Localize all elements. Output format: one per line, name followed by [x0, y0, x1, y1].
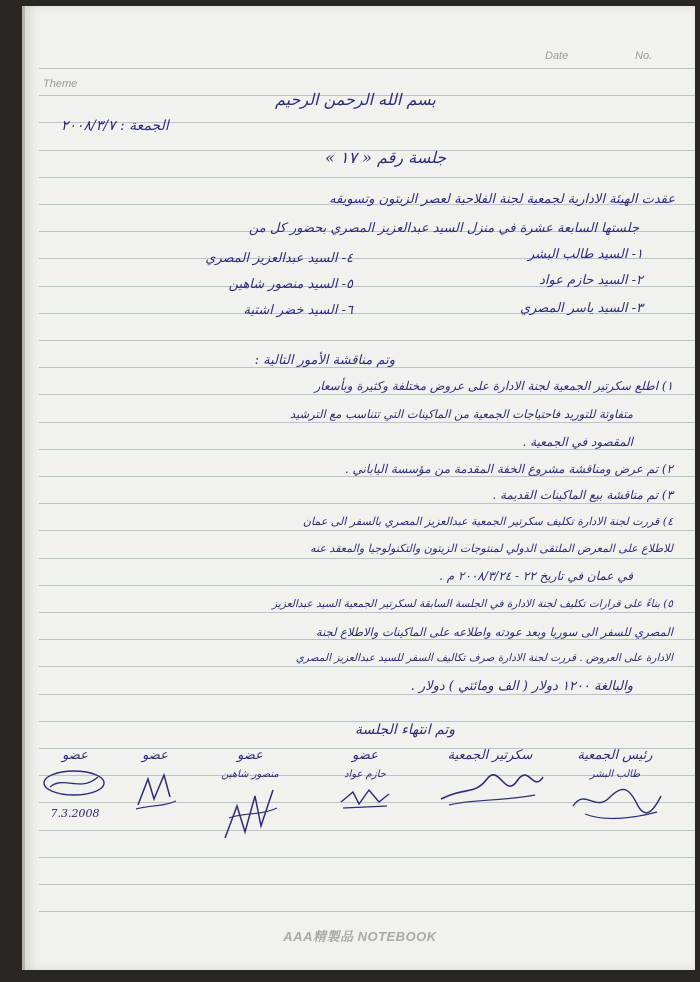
attendee: ٥- السيد منصور شاهين — [228, 277, 353, 292]
ruled-line — [39, 857, 695, 858]
signature-mark — [215, 782, 285, 842]
ruled-line — [39, 694, 695, 695]
attendee: ١- السيد طالب البشر — [528, 247, 643, 262]
ruled-line — [39, 639, 695, 640]
signatory-title: عضو — [237, 748, 263, 763]
ruled-line — [39, 530, 695, 531]
ruled-line — [39, 476, 695, 477]
signature-mark — [435, 769, 545, 809]
signatory-title: عضو — [62, 748, 88, 763]
agenda-line: الادارة على العروض . قررت لجنة الادارة صرف تكاليف السفر للسيد عبدالعزيز المصري — [295, 652, 673, 664]
ruled-line — [39, 612, 695, 613]
intro-line: عقدت الهيئة الادارية لجمعية لجنة الفلاحية لعصر الزيتون وتسويقه — [329, 192, 675, 207]
ruled-line — [39, 177, 695, 178]
attendee: ٦- السيد خضر اشتية — [243, 303, 353, 318]
ruled-line — [39, 884, 695, 885]
ruled-line — [39, 68, 695, 69]
agenda-line: في عمان في تاريخ ٢٢ - ٢٠٠٨/٣/٢٤ م . — [439, 569, 633, 583]
signature-mark — [40, 765, 110, 801]
basmala: بسم الله الرحمن الرحيم — [275, 90, 436, 109]
ruled-line — [39, 340, 695, 341]
signature-block — [125, 748, 185, 813]
ruled-line — [39, 449, 695, 450]
agenda-line: ٢) تم عرض ومناقشة مشروع الخفة المقدمة من مؤسسة الياباني . — [344, 462, 673, 476]
agenda-line: ١) اطلع سكرتير الجمعية لجنة الادارة على عروض مختلفة وكثيرة وبأسعار — [314, 379, 673, 393]
ruled-line — [39, 666, 695, 667]
agenda-line: ٣) تم مناقشة بيع الماكينات القديمة . — [492, 488, 673, 502]
attendee: ٣- السيد ياسر المصري — [519, 301, 643, 316]
signature-block — [430, 748, 550, 809]
ruled-line — [39, 422, 695, 423]
agenda-line: المقصود في الجمعية . — [522, 435, 633, 449]
agenda-line: والبالغة ١٢٠٠ دولار ( الف ومائتي ) دولار . — [410, 679, 633, 694]
ruled-line — [39, 558, 695, 559]
theme-label: Theme — [43, 78, 78, 90]
agenda-line: المصري للسفر الى سوريا وبعد عودته واطلاعه على الماكينات والاطلاع لجنة — [315, 625, 673, 639]
session-title: جلسة رقم « ١٧ » — [325, 148, 447, 167]
number-label: No. — [635, 50, 653, 62]
signatory-title: سكرتير الجمعية — [447, 748, 533, 763]
intro-line: جلستها السابعة عشرة في منزل السيد عبدالعزيز المصري بحضور كل من — [248, 221, 639, 236]
signatory-name: منصور شاهين — [221, 769, 279, 780]
signatory-title: رئيس الجمعية — [577, 748, 653, 763]
attendee: ٢- السيد حازم عواد — [539, 273, 643, 288]
notebook-page — [22, 6, 695, 970]
ruled-line — [39, 830, 695, 831]
signature-block — [205, 748, 295, 842]
ruled-line — [39, 911, 695, 912]
signatory-name: حازم عواد — [344, 769, 386, 780]
date-line: الجمعة : ٢٠٠٨/٣/٧ — [61, 118, 169, 134]
signature-mark — [565, 782, 665, 822]
date-label: Date — [545, 50, 569, 62]
signature-mark — [335, 782, 395, 812]
agenda-line: للاطلاع على المعرض الملتقى الدولي لمنتوجات الزيتون والتكنولوجيا والمعقد عنه — [310, 542, 673, 555]
closing-line: وتم انتهاء الجلسة — [355, 722, 456, 738]
agenda-heading: وتم مناقشة الأمور التالية : — [254, 353, 395, 368]
ruled-line — [39, 503, 695, 504]
agenda-line: ٤) قررت لجنة الادارة تكليف سكرتير الجمعية عبدالعزيز المصري بالسفر الى عمان — [302, 515, 673, 528]
agenda-line: متفاوتة للتوريد فاحتياجات الجمعية من الماكينات التي تتناسب مع الترشيد — [289, 407, 633, 421]
signatory-name: طالب البشر — [589, 769, 641, 780]
ruled-line — [39, 585, 695, 586]
signature-date: 7.3.2008 — [50, 807, 100, 820]
signature-block — [320, 748, 410, 812]
signature-block — [35, 748, 115, 820]
signature-mark — [130, 769, 180, 813]
signatory-title: عضو — [142, 748, 168, 763]
ruled-line — [39, 394, 695, 395]
signature-block — [555, 748, 675, 822]
signatory-title: عضو — [352, 748, 378, 763]
notebook-brand: AAA精製品 NOTEBOOK — [283, 929, 437, 944]
attendee: ٤- السيد عبدالعزيز المصري — [205, 251, 353, 266]
agenda-line: ٥) بناءً على قرارات تكليف لجنة الادارة في الجلسة السابقة لسكرتير الجمعية السيد عبدالعزيز — [272, 598, 673, 610]
